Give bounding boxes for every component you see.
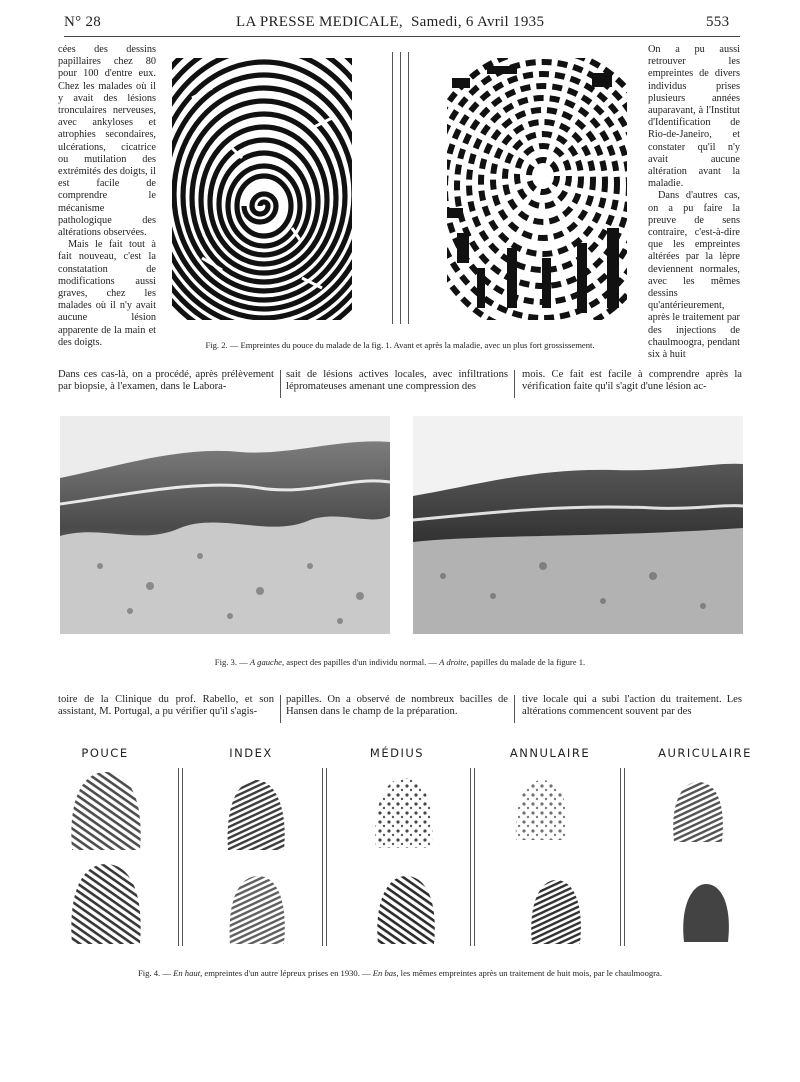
issue-date: Samedi, 6 Avril 1935 (411, 14, 545, 30)
fig4-caption-prefix: Fig. 4. — (138, 968, 174, 978)
fig3-caption-left: A gauche, (249, 657, 285, 667)
fig3-caption-normal: aspect des papilles d'un individu normal. — (284, 657, 440, 667)
print-medius-after (377, 876, 434, 944)
page-number: 553 (706, 14, 730, 30)
fig4-caption-after: les mêmes empreintes après un traitement de huit mois, par le chaulmoogra. (398, 968, 662, 978)
fig4-caption (90, 968, 710, 978)
finger-label-medius: MÉDIUS (369, 746, 425, 760)
print-pouce-after (71, 864, 140, 944)
print-auriculaire-after (683, 884, 729, 942)
row1-col1: Dans ces cas-là, on a procédé, après prélèvement par biopsie, à l'examen, dans le Labora- (58, 369, 274, 393)
print-index-after (230, 876, 285, 944)
row2-col3: tive locale qui a subi l'action du traitement. Les altérations commencent souvent par des (522, 694, 742, 718)
finger-label-annulaire: ANNULAIRE (509, 746, 591, 760)
fig3-caption-patient: papilles du malade de la figure 1. (468, 657, 586, 667)
fig3-caption-prefix: Fig. 3. — (214, 657, 250, 667)
fig4-caption-bottom: En bas, (372, 968, 399, 978)
fig4-caption-top: En haut, (173, 968, 203, 978)
journal-name: LA PRESSE MEDICALE, (236, 14, 403, 30)
fig2-caption: Fig. 2. — Empreintes du pouce du malade de la fig. 1. Avant et après la maladie, avec un plus fort grossissement. (205, 340, 595, 350)
print-auriculaire-1930 (673, 782, 723, 842)
finger-label-auriculaire: AURICULAIRE (658, 746, 752, 760)
right-paragraph-1: On a pu aussi retrouver les empreintes de divers individus prises plusieurs années auparavant, à l'Institut d'Identification de Rio-de-Janeiro, et constater qu'il n'y avait aucune altération avant la maladie. (648, 44, 740, 190)
row1-col2: sait de lésions actives locales, avec infiltrations lépromateuses amenant une compression des (286, 369, 508, 393)
print-index-1930 (228, 780, 285, 850)
print-annulaire-after (531, 880, 581, 944)
left-paragraph-1: cées des dessins papillaires chez 80 pour 100 d'entre eux. Chez les malades où il y avait des lésions tronculaires nerveuses, avec ankyloses et atrophies secondaires, ulcérations, cicatrice ou mutilation des extrémités des doigts, il est facile de comprendre le mécanisme pathologique des altérations observées. (58, 44, 156, 239)
finger-label-pouce: POUCE (81, 746, 129, 760)
finger-label-index: INDEX (229, 746, 273, 760)
print-medius-1930 (375, 778, 432, 848)
fig4-caption-1930: empreintes d'un autre lépreux prises en 1930. — (202, 968, 373, 978)
left-paragraph-2: Mais le fait tout à fait nouveau, c'est la constatation de modifications aussi graves, chez les malades où il n'y avait aucune lésion apparente de la main et des doigts. (58, 239, 156, 348)
row2-col2: papilles. On a observé de nombreux bacilles de Hansen dans le champ de la préparation. (286, 694, 508, 718)
row2-col1: toire de la Clinique du prof. Rabello, et son assistant, M. Portugal, a pu vérifier qu'il s'agis- (58, 694, 274, 718)
right-paragraph-2: Dans d'autres cas, on a pu faire la preuve de sens contraire, c'est-à-dire que les empreintes altérées par la lèpre deviennent normales, avec les mêmes dessins qu'antérieurement, après le traitement par des injections de chaulmoogra, pendant six à huit (648, 190, 740, 361)
print-pouce-1930 (71, 772, 140, 850)
row1-col3: mois. Ce fait est facile à comprendre après la vérification faite qu'il s'agit d'une lésion ac- (522, 369, 742, 393)
fig3-caption-right: A droite, (439, 657, 469, 667)
issue-number: N° 28 (64, 14, 102, 30)
print-annulaire-1930 (516, 780, 567, 840)
